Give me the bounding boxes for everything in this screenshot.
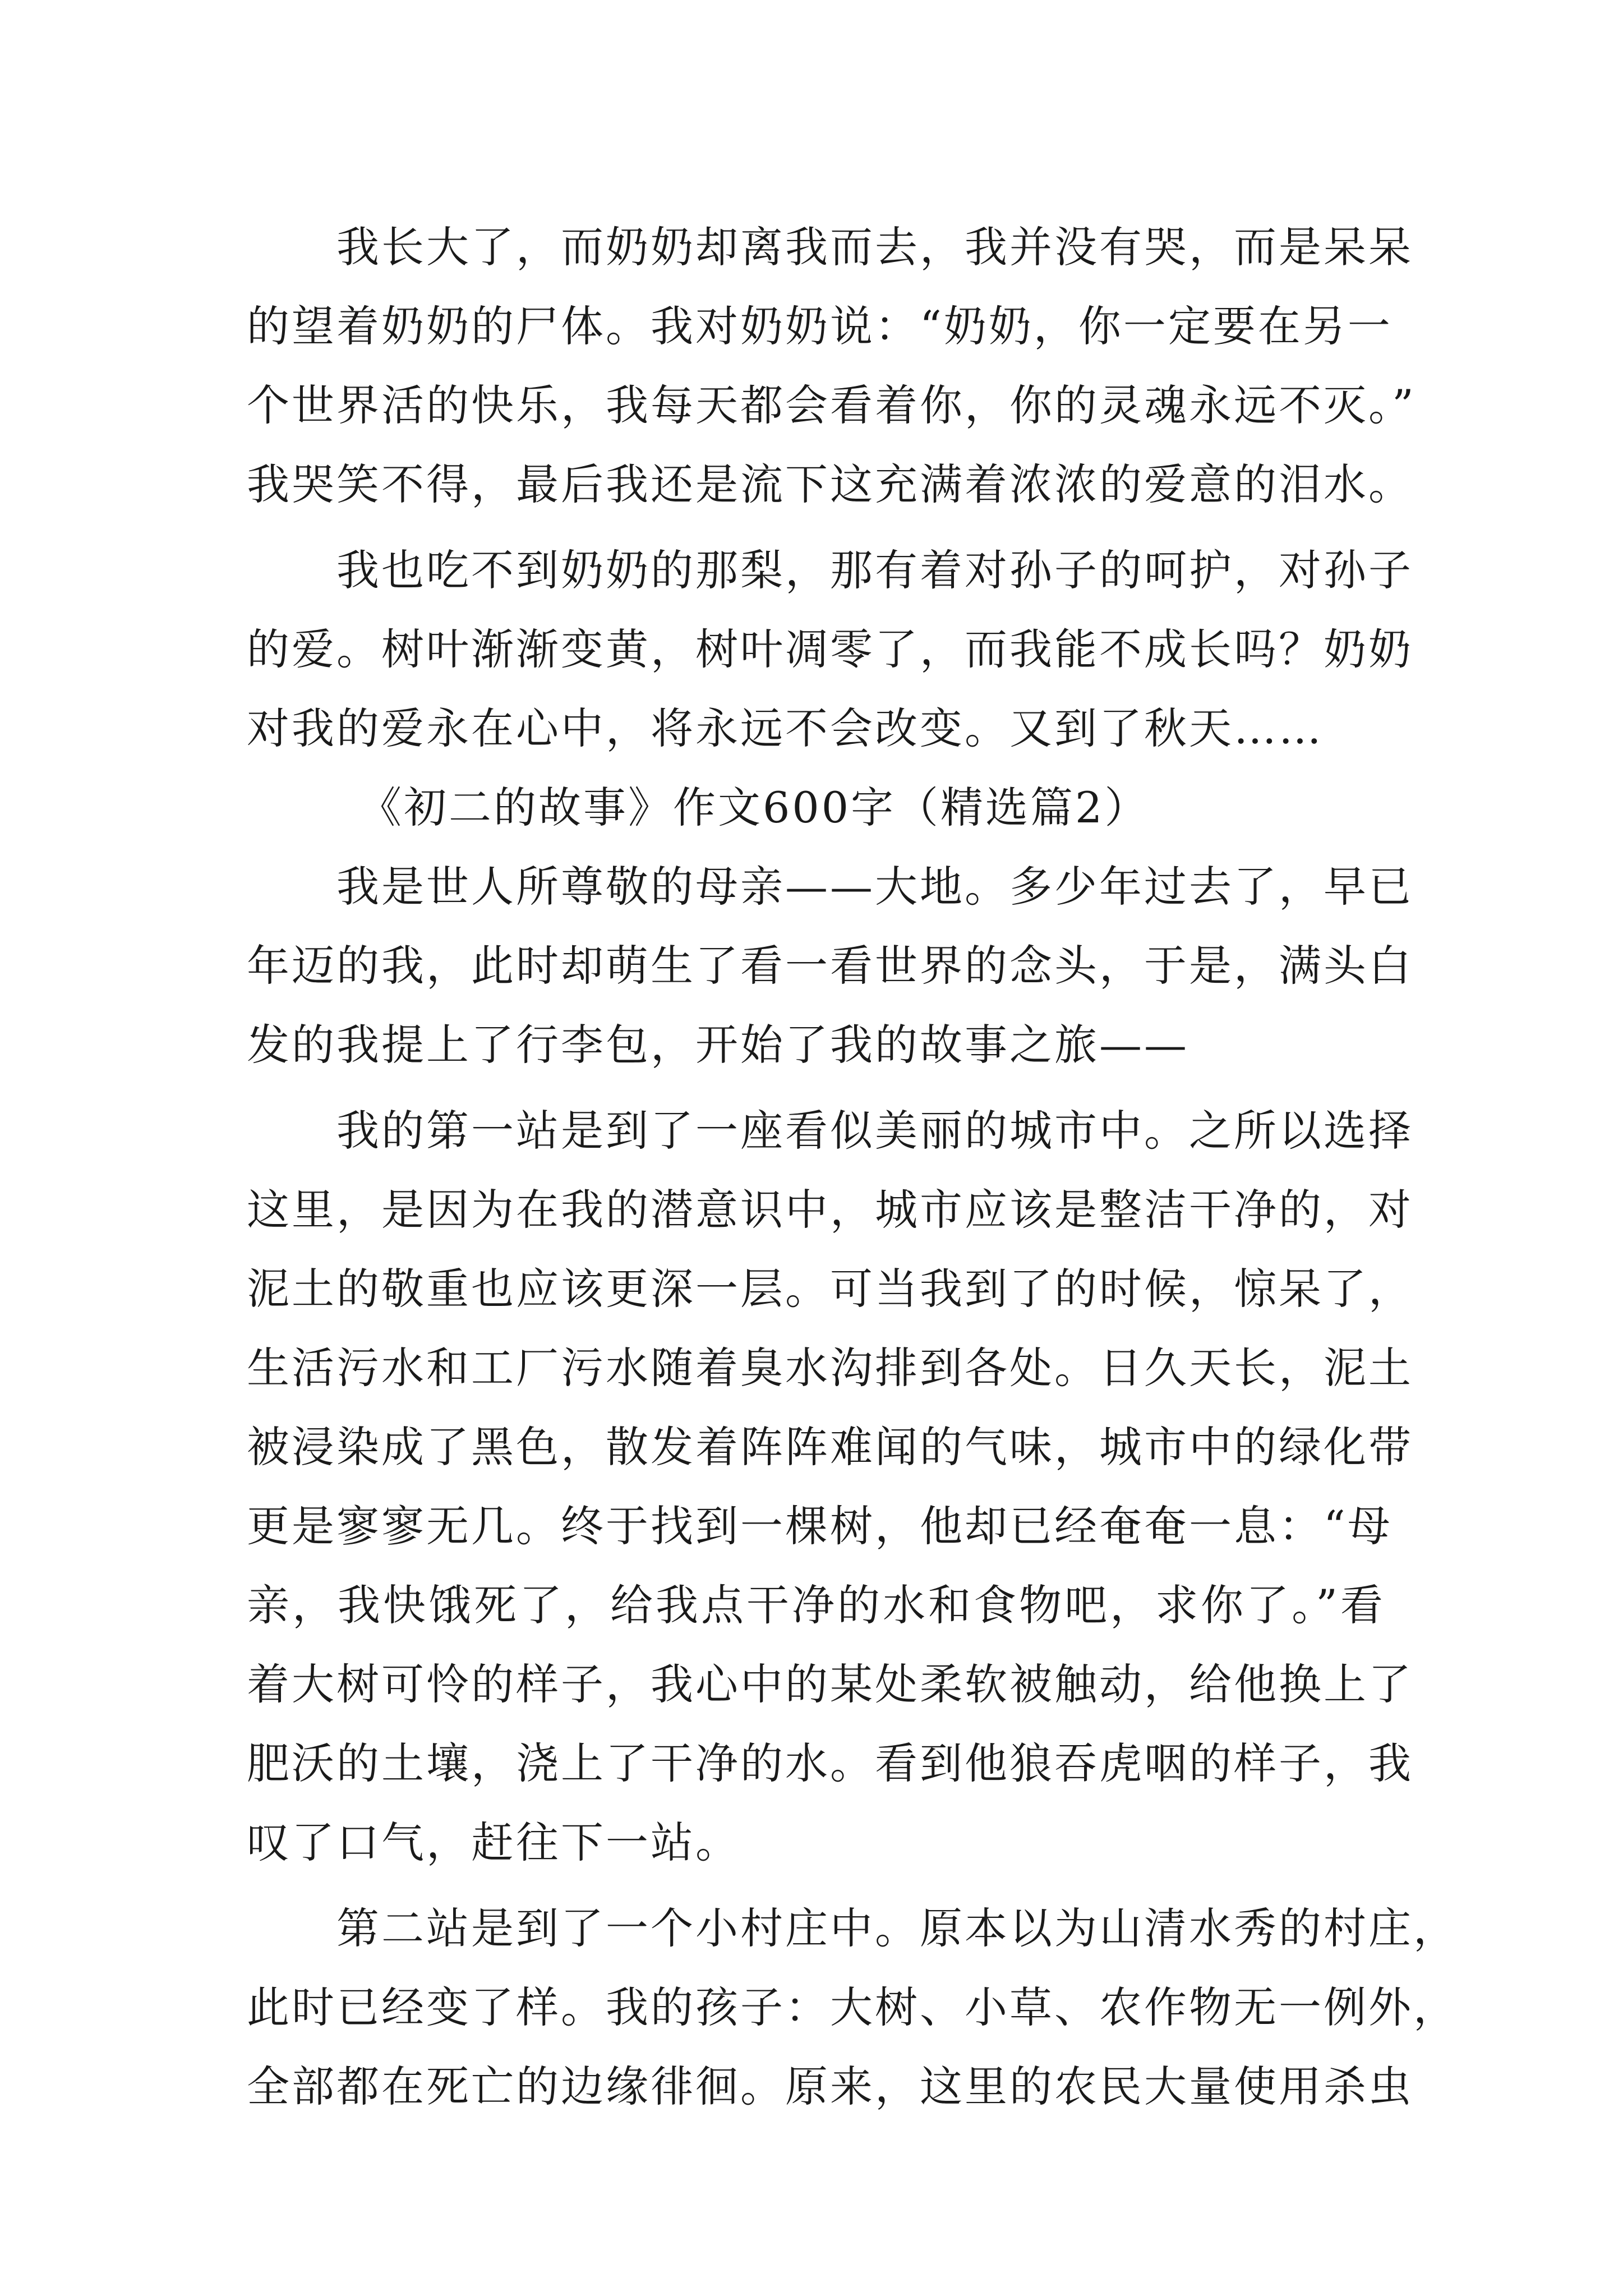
text-line: 着大树可怜的样子，我心中的某处柔软被触动，给他换上了 <box>247 1659 1413 1709</box>
text-line: 被浸染成了黑色，散发着阵阵难闻的气味，城市中的绿化带 <box>247 1422 1413 1472</box>
paragraph-3 <box>247 847 1413 1084</box>
text-line: 泥土的敬重也应该更深一层。可当我到了的时候，惊呆了， <box>247 1264 1413 1314</box>
text-line: 我也吃不到奶奶的那梨，那有着对孙子的呵护，对孙子 <box>336 545 1413 595</box>
text-line: 我是世人所尊敬的母亲——大地。多少年过去了，早已 <box>336 862 1413 912</box>
text-line: 我哭笑不得，最后我还是流下这充满着浓浓的爱意的泪水。 <box>247 459 1413 509</box>
document-body <box>247 208 1458 2126</box>
paragraph-1 <box>247 208 1416 524</box>
heading-text: 《初二的故事》作文600字（精选篇2） <box>359 783 1150 832</box>
text-line: 这里，是因为在我的潜意识中，城市应该是整洁干净的，对 <box>247 1185 1413 1235</box>
text-line: 此时已经变了样。我的孩子：大树、小草、农作物无一例外， <box>247 1982 1458 2032</box>
text-line: 叹了口气，赶往下一站。 <box>247 1818 740 1867</box>
text-line: 全部都在死亡的边缘徘徊。原来，这里的农民大量使用杀虫 <box>247 2062 1413 2111</box>
text-line: 我长大了，而奶奶却离我而去，我并没有哭，而是呆呆 <box>336 222 1413 272</box>
paragraph-2 <box>247 531 1413 768</box>
text-line: 生活污水和工厂污水随着臭水沟排到各处。日久天长，泥土 <box>247 1343 1413 1393</box>
text-line: 更是寥寥无几。终于找到一棵树，他却已经奄奄一息：“母 <box>247 1501 1393 1551</box>
section-heading <box>247 768 1385 847</box>
text-line: 亲，我快饿死了，给我点干净的水和食物吧，求你了。”看 <box>247 1580 1385 1630</box>
text-line: 的爱。树叶渐渐变黄，树叶凋零了，而我能不成长吗？奶奶 <box>247 624 1413 674</box>
text-line: 我的第一站是到了一座看似美丽的城市中。之所以选择 <box>336 1106 1413 1156</box>
text-line: 的望着奶奶的尸体。我对奶奶说：“奶奶，你一定要在另一 <box>247 301 1393 351</box>
text-line: 发的我提上了行李包，开始了我的故事之旅—— <box>247 1020 1189 1070</box>
text-line: 年迈的我，此时却萌生了看一看世界的念头，于是，满头白 <box>247 941 1413 991</box>
text-line: 对我的爱永在心中，将永远不会改变。又到了秋天…… <box>247 703 1324 753</box>
paragraph-5 <box>247 1889 1458 2126</box>
text-line: 肥沃的土壤，浇上了干净的水。看到他狼吞虎咽的样子，我 <box>247 1738 1413 1788</box>
text-line: 个世界活的快乐，我每天都会看着你，你的灵魂永远不灭。” <box>247 380 1416 430</box>
paragraph-4 <box>247 1091 1413 1882</box>
text-line: 第二站是到了一个小村庄中。原本以为山清水秀的村庄， <box>336 1903 1458 1953</box>
